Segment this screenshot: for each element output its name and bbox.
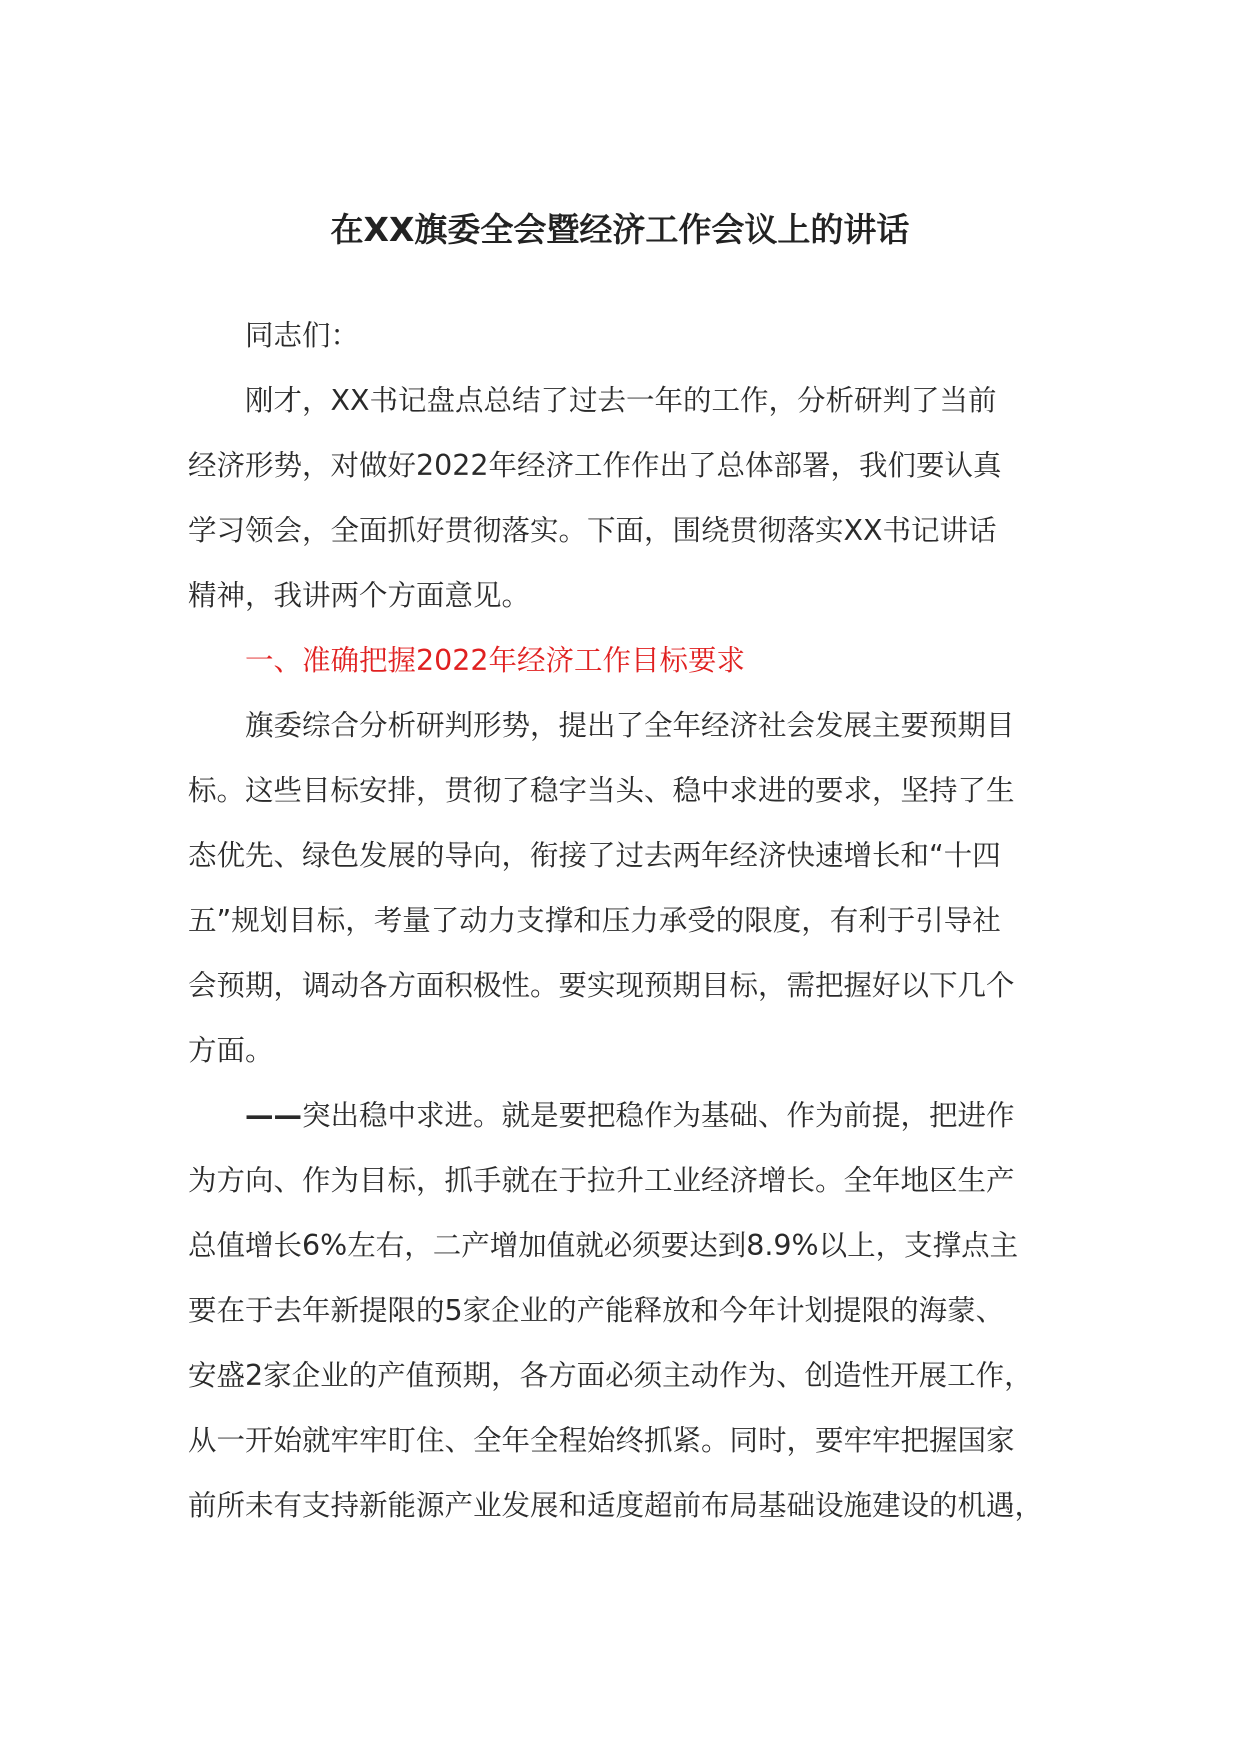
salutation-text: 同志们： — [245, 319, 360, 352]
section-line: 态优先、绿色发展的导向，衔接了过去两年经济快速增长和“十四 — [188, 839, 1001, 872]
section-line: 会预期，调动各方面积极性。要实现预期目标，需把握好以下几个 — [188, 969, 1015, 1002]
point-paragraph — [188, 1083, 1068, 1538]
section-line: 五”规划目标，考量了动力支撑和压力承受的限度，有利于引导社 — [188, 904, 1001, 937]
section-line: 旗委综合分析研判形势，提出了全年经济社会发展主要预期目 — [245, 709, 1015, 742]
intro-paragraph — [188, 368, 1068, 628]
intro-line: 精神，我讲两个方面意见。 — [188, 579, 531, 612]
point-line: 安盛2家企业的产值预期，各方面必须主动作为、创造性开展工作， — [188, 1359, 1033, 1392]
salutation — [188, 303, 1068, 368]
section-line: 标。这些目标安排，贯彻了稳字当头、稳中求进的要求，坚持了生 — [188, 774, 1015, 807]
point-first-line — [188, 1083, 1068, 1148]
point-line: 为方向、作为目标，抓手就在于拉升工业经济增长。全年地区生产 — [188, 1164, 1015, 1197]
section-paragraph — [188, 693, 1068, 1083]
section-heading-text: 一、准确把握2022年经济工作目标要求 — [245, 644, 746, 677]
point-line: 要在于去年新提限的5家企业的产能释放和今年计划提限的海蒙、 — [188, 1294, 1005, 1327]
intro-line: 经济形势，对做好2022年经济工作作出了总体部署，我们要认真 — [188, 449, 1002, 482]
document-title: 在XX旗委全会暨经济工作会议上的讲话 — [330, 210, 910, 249]
point-line: 总值增长6%左右，二产增加值就必须要达到8.9%以上，支撑点主 — [188, 1229, 1019, 1262]
point-line: 从一开始就牢牢盯住、全年全程始终抓紧。同时，要牢牢把握国家 — [188, 1424, 1015, 1457]
point-line: 前所未有支持新能源产业发展和适度超前布局基础设施建设的机遇， — [188, 1489, 1044, 1522]
section-line: 方面。 — [188, 1034, 274, 1067]
document-body — [188, 303, 1068, 1538]
em-dash: —— — [245, 1099, 302, 1132]
intro-line: 学习领会，全面抓好贯彻落实。下面，围绕贯彻落实XX书记讲话 — [188, 514, 997, 547]
section-heading — [188, 628, 1068, 693]
intro-line: 刚才，XX书记盘点总结了过去一年的工作，分析研判了当前 — [245, 384, 997, 417]
point-line: 突出稳中求进。就是要把稳作为基础、作为前提，把进作 — [302, 1099, 1015, 1132]
